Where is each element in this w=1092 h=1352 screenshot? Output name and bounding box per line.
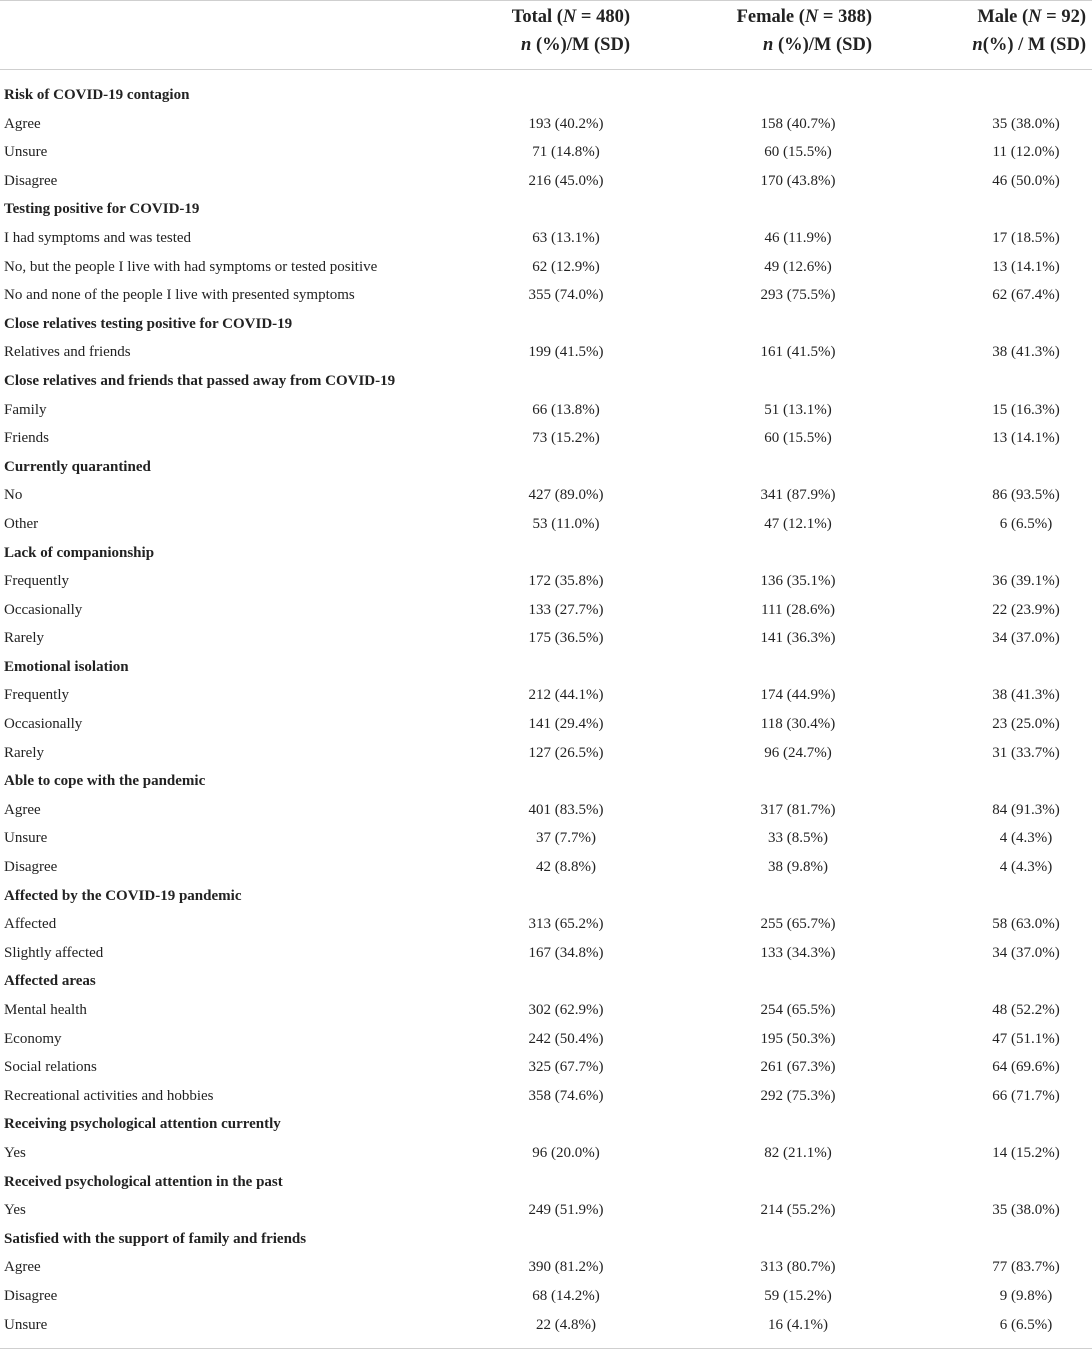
table-row xyxy=(0,1311,1092,1340)
section-header-row xyxy=(0,310,1092,339)
section-label: Able to cope with the pandemic xyxy=(4,773,206,790)
cell-total: 249 (51.9%) xyxy=(528,1202,604,1219)
section-label: Emotional isolation xyxy=(4,658,129,675)
cell-female: 46 (11.9%) xyxy=(764,229,832,246)
section-label: Lack of companionship xyxy=(4,544,155,561)
cell-female: 60 (15.5%) xyxy=(764,144,832,161)
cell-female: 158 (40.7%) xyxy=(760,115,836,132)
table-row xyxy=(0,138,1092,167)
cell-female: 170 (43.8%) xyxy=(760,172,836,189)
cell-male: 4 (4.3%) xyxy=(999,830,1053,847)
table-row xyxy=(0,481,1092,510)
section-label: Risk of COVID-19 contagion xyxy=(4,87,190,103)
cell-total: 216 (45.0%) xyxy=(528,172,604,189)
cell-female: 33 (8.5%) xyxy=(768,830,828,847)
row-label: Rarely xyxy=(4,630,44,647)
table-row xyxy=(0,739,1092,768)
header-male xyxy=(972,3,1086,59)
section-label: Close relatives and friends that passed away from COVID-19 xyxy=(4,372,396,389)
row-label: Agree xyxy=(4,1259,41,1276)
row-label: Yes xyxy=(4,1202,26,1219)
table-row xyxy=(0,681,1092,710)
section-label: Currently quarantined xyxy=(4,458,151,475)
cell-female: 255 (65.7%) xyxy=(760,916,836,933)
table-row xyxy=(0,996,1092,1025)
section-label: Receiving psychological attention currently xyxy=(4,1116,281,1133)
cell-male: 77 (83.7%) xyxy=(992,1259,1060,1276)
cell-male: 58 (63.0%) xyxy=(992,916,1060,933)
table-row xyxy=(0,1082,1092,1111)
cell-female: 47 (12.1%) xyxy=(764,515,832,532)
cell-total: 212 (44.1%) xyxy=(528,687,604,704)
section-header-row xyxy=(0,882,1092,911)
row-label: Other xyxy=(4,515,39,532)
cell-female: 111 (28.6%) xyxy=(761,601,835,618)
header-male-n: N xyxy=(1028,7,1042,27)
cell-male: 46 (50.0%) xyxy=(992,172,1060,189)
cell-total: 355 (74.0%) xyxy=(528,287,604,304)
cell-male: 47 (51.1%) xyxy=(992,1030,1060,1047)
cell-male: 35 (38.0%) xyxy=(992,1202,1060,1219)
row-label: Friends xyxy=(4,430,49,447)
cell-male: 31 (33.7%) xyxy=(992,744,1060,761)
header-female-n: N xyxy=(804,7,819,27)
section-header-row xyxy=(0,653,1092,682)
section-label: Close relatives testing positive for COVID-19 xyxy=(4,315,293,332)
cell-female: 38 (9.8%) xyxy=(768,859,828,876)
cell-total: 73 (15.2%) xyxy=(532,430,600,447)
cell-total: 37 (7.7%) xyxy=(536,830,596,847)
table-row xyxy=(0,167,1092,196)
table-row xyxy=(0,567,1092,596)
cell-male: 6 (6.5%) xyxy=(999,515,1053,532)
table-row xyxy=(0,396,1092,425)
cell-female: 313 (80.7%) xyxy=(760,1259,836,1276)
cell-total: 193 (40.2%) xyxy=(528,115,604,132)
cell-female: 59 (15.2%) xyxy=(764,1287,832,1304)
section-header-row xyxy=(0,1110,1092,1139)
cell-female: 51 (13.1%) xyxy=(764,401,832,418)
section-header-row xyxy=(0,767,1092,796)
table-row xyxy=(0,424,1092,453)
header-female xyxy=(737,3,872,59)
cell-total: 172 (35.8%) xyxy=(528,573,604,590)
cell-male: 84 (91.3%) xyxy=(992,801,1060,818)
section-header-row xyxy=(0,195,1092,224)
row-label: No xyxy=(4,487,23,504)
table-row xyxy=(0,824,1092,853)
cell-male: 15 (16.3%) xyxy=(992,401,1060,418)
cell-female: 118 (30.4%) xyxy=(760,716,836,733)
cell-total: 427 (89.0%) xyxy=(528,487,604,504)
cell-male: 9 (9.8%) xyxy=(999,1287,1053,1304)
cell-total: 175 (36.5%) xyxy=(528,630,604,647)
cell-female: 261 (67.3%) xyxy=(760,1059,836,1076)
cell-total: 390 (81.2%) xyxy=(528,1259,604,1276)
header-total-line1 xyxy=(512,3,630,31)
cell-male: 34 (37.0%) xyxy=(992,944,1060,961)
table-row xyxy=(0,510,1092,539)
cell-male: 66 (71.7%) xyxy=(992,1087,1060,1104)
cell-female: 136 (35.1%) xyxy=(760,573,836,590)
cell-total: 313 (65.2%) xyxy=(528,916,604,933)
cell-male: 38 (41.3%) xyxy=(992,687,1060,704)
cell-total: 96 (20.0%) xyxy=(532,1144,600,1161)
cell-male: 14 (15.2%) xyxy=(992,1144,1060,1161)
table-row xyxy=(0,910,1092,939)
cell-total: 242 (50.4%) xyxy=(528,1030,604,1047)
row-label: Agree xyxy=(4,801,41,818)
cell-male: 13 (14.1%) xyxy=(992,430,1060,447)
table-row xyxy=(0,1282,1092,1311)
cell-male: 11 (12.0%) xyxy=(992,144,1060,161)
table-row xyxy=(0,110,1092,139)
cell-total: 358 (74.6%) xyxy=(528,1087,604,1104)
table-row xyxy=(0,796,1092,825)
row-label: Disagree xyxy=(4,859,58,876)
table-row xyxy=(0,624,1092,653)
row-label: Agree xyxy=(4,115,41,132)
section-label: Affected by the COVID-19 pandemic xyxy=(4,887,242,904)
table-row xyxy=(0,710,1092,739)
cell-female: 16 (4.1%) xyxy=(768,1316,828,1333)
section-label: Testing positive for COVID-19 xyxy=(4,201,200,218)
bottom-rule xyxy=(0,1348,1092,1349)
section-header-row xyxy=(0,1225,1092,1254)
row-label: Relatives and friends xyxy=(4,344,131,361)
header-female-post: = 388) xyxy=(818,7,872,27)
section-header-row xyxy=(0,81,1092,110)
header-female-line1 xyxy=(737,3,872,31)
row-label: Social relations xyxy=(4,1059,97,1076)
header-total-n: N xyxy=(562,7,577,27)
row-label: Affected xyxy=(4,916,57,933)
section-label: Received psychological attention in the past xyxy=(4,1173,283,1190)
cell-male: 36 (39.1%) xyxy=(992,573,1060,590)
table-row xyxy=(0,1025,1092,1054)
section-header-row xyxy=(0,1168,1092,1197)
cell-total: 133 (27.7%) xyxy=(528,601,604,618)
section-label: Affected areas xyxy=(4,973,96,990)
cell-female: 341 (87.9%) xyxy=(760,487,836,504)
cell-female: 60 (15.5%) xyxy=(764,430,832,447)
header-female-line2: n (%)/M (SD) xyxy=(763,35,872,55)
cell-total: 325 (67.7%) xyxy=(528,1059,604,1076)
row-label: Disagree xyxy=(4,1287,58,1304)
cell-male: 23 (25.0%) xyxy=(992,716,1060,733)
table-row xyxy=(0,853,1092,882)
row-label: No, but the people I live with had symptoms or tested positive xyxy=(4,258,378,275)
table-row xyxy=(0,939,1092,968)
cell-female: 214 (55.2%) xyxy=(760,1202,836,1219)
cell-male: 6 (6.5%) xyxy=(999,1316,1053,1333)
header-male-post: = 92) xyxy=(1041,7,1086,27)
cell-total: 127 (26.5%) xyxy=(528,744,604,761)
section-header-row xyxy=(0,367,1092,396)
cell-male: 38 (41.3%) xyxy=(992,344,1060,361)
cell-total: 141 (29.4%) xyxy=(528,716,604,733)
header-total-post: = 480) xyxy=(576,7,630,27)
row-label: Yes xyxy=(4,1144,26,1161)
cell-total: 199 (41.5%) xyxy=(528,344,604,361)
table-row xyxy=(0,1196,1092,1225)
row-label: Rarely xyxy=(4,744,44,761)
cell-male: 48 (52.2%) xyxy=(992,1002,1060,1018)
table-row xyxy=(0,338,1092,367)
cell-male: 35 (38.0%) xyxy=(992,115,1060,132)
header-male-line1 xyxy=(972,3,1086,31)
row-label: Slightly affected xyxy=(4,944,104,961)
row-label: No and none of the people I live with presented symptoms xyxy=(4,287,355,304)
cell-female: 49 (12.6%) xyxy=(764,258,832,275)
cell-female: 96 (24.7%) xyxy=(764,744,832,761)
row-label: Unsure xyxy=(4,1316,48,1333)
table-body xyxy=(0,70,1092,1339)
row-label: Frequently xyxy=(4,687,69,704)
table-row xyxy=(0,281,1092,310)
table-row xyxy=(0,1139,1092,1168)
cell-male: 22 (23.9%) xyxy=(992,601,1060,618)
row-label: Unsure xyxy=(4,830,48,847)
row-label: Disagree xyxy=(4,172,58,189)
cell-total: 66 (13.8%) xyxy=(532,401,600,418)
row-label: Economy xyxy=(4,1030,62,1047)
row-label: Mental health xyxy=(4,1002,87,1018)
section-header-row xyxy=(0,539,1092,568)
cell-female: 195 (50.3%) xyxy=(760,1030,836,1047)
cell-female: 82 (21.1%) xyxy=(764,1144,832,1161)
cell-male: 34 (37.0%) xyxy=(992,630,1060,647)
cell-female: 317 (81.7%) xyxy=(760,801,836,818)
table-row xyxy=(0,253,1092,282)
cell-total: 401 (83.5%) xyxy=(528,801,604,818)
cell-total: 22 (4.8%) xyxy=(536,1316,596,1333)
section-header-row xyxy=(0,967,1092,996)
cell-total: 63 (13.1%) xyxy=(532,229,600,246)
row-label: Family xyxy=(4,401,47,418)
cell-female: 174 (44.9%) xyxy=(760,687,836,704)
header-male-pre: Male ( xyxy=(977,7,1029,27)
table-row xyxy=(0,224,1092,253)
row-label: I had symptoms and was tested xyxy=(4,229,192,246)
header-total-line2: n (%)/M (SD) xyxy=(521,35,630,55)
cell-female: 254 (65.5%) xyxy=(760,1002,836,1018)
table-row xyxy=(0,1253,1092,1282)
cell-total: 302 (62.9%) xyxy=(528,1002,604,1018)
header-female-pre: Female ( xyxy=(736,7,805,27)
header-total xyxy=(512,3,630,59)
table-header xyxy=(0,0,1092,70)
cell-total: 68 (14.2%) xyxy=(532,1287,600,1304)
header-total-pre: Total ( xyxy=(511,7,563,27)
table-row xyxy=(0,1053,1092,1082)
row-label: Frequently xyxy=(4,573,69,590)
cell-total: 53 (11.0%) xyxy=(532,515,600,532)
cell-total: 71 (14.8%) xyxy=(532,144,600,161)
header-male-line2: n(%) / M (SD) xyxy=(972,35,1086,55)
cell-female: 133 (34.3%) xyxy=(760,944,836,961)
cell-female: 293 (75.5%) xyxy=(760,287,836,304)
section-label: Satisfied with the support of family and friends xyxy=(4,1230,307,1247)
row-label: Occasionally xyxy=(4,601,83,618)
cell-male: 13 (14.1%) xyxy=(992,258,1060,275)
cell-female: 161 (41.5%) xyxy=(760,344,836,361)
cell-total: 62 (12.9%) xyxy=(532,258,600,275)
cell-male: 4 (4.3%) xyxy=(999,859,1053,876)
cell-male: 17 (18.5%) xyxy=(992,229,1060,246)
cell-female: 292 (75.3%) xyxy=(760,1087,836,1104)
row-label: Recreational activities and hobbies xyxy=(4,1087,214,1104)
cell-total: 167 (34.8%) xyxy=(528,944,604,961)
table-row xyxy=(0,596,1092,625)
row-label: Occasionally xyxy=(4,716,83,733)
row-label: Unsure xyxy=(4,144,48,161)
cell-female: 141 (36.3%) xyxy=(760,630,836,647)
cell-male: 62 (67.4%) xyxy=(992,287,1060,304)
cell-total: 42 (8.8%) xyxy=(536,859,596,876)
section-header-row xyxy=(0,453,1092,482)
cell-male: 86 (93.5%) xyxy=(992,487,1060,504)
cell-male: 64 (69.6%) xyxy=(992,1059,1060,1076)
